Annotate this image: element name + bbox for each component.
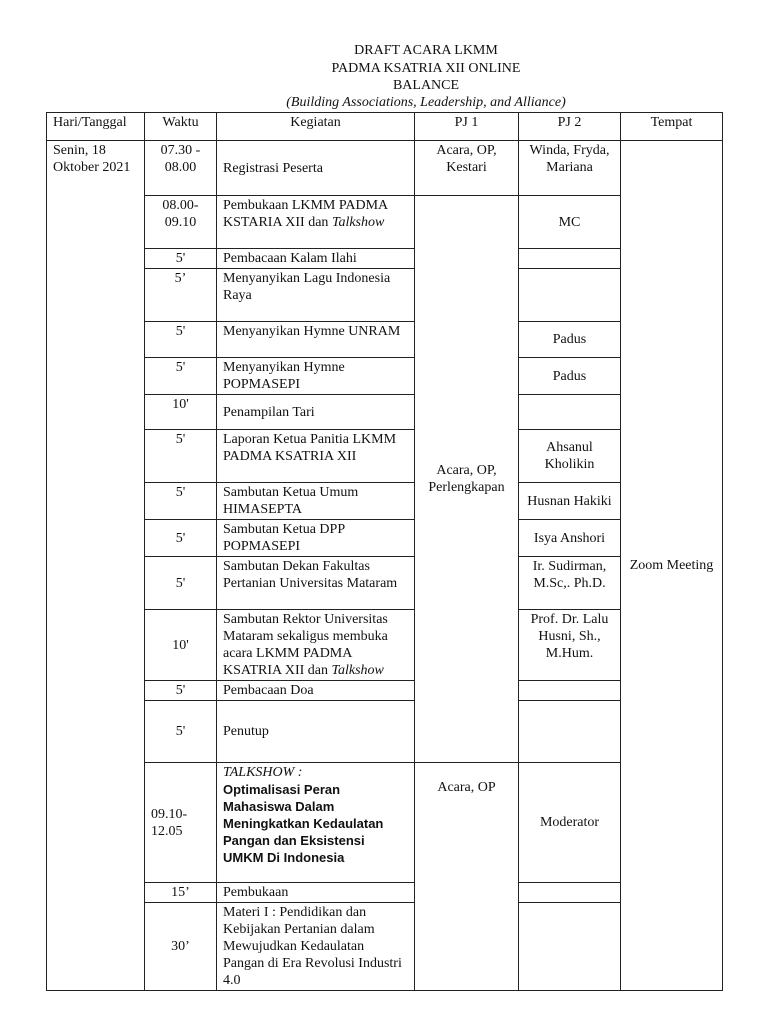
time-cell: 5' [145,430,217,483]
time-cell: 5' [145,358,217,395]
pj1-cell: Acara, OP, Kestari [415,141,519,196]
col-header-place: Tempat [621,113,723,141]
time-cell: 09.10- 12.05 [145,763,217,883]
doc-subtitle: PADMA KSATRIA XII ONLINE [331,61,521,76]
time-cell: 08.00- 09.10 [145,196,217,249]
activity-cell: Menyanyikan Lagu Indonesia Raya [217,269,415,322]
col-header-day: Hari/Tanggal [47,113,145,141]
activity-cell: Menyanyikan Hymne UNRAM [217,322,415,358]
pj2-cell: Husnan Hakiki [519,483,621,520]
activity-text: Sambutan Rektor Universitas Mataram sekaligus membuka acara LKMM PADMA KSATRIA XII dan [223,612,388,678]
pj2-cell [519,249,621,269]
time-cell: 5' [145,701,217,763]
pj2-cell: Moderator [519,763,621,883]
pj2-cell: Winda, Fryda, Mariana [519,141,621,196]
talkshow-label: TALKSHOW : [223,765,303,780]
activity-cell: Laporan Ketua Panitia LKMM PADMA KSATRIA XII [217,430,415,483]
activity-cell: Sambutan Dekan Fakultas Pertanian Universitas Mataram [217,557,415,610]
day-cell: Senin, 18 Oktober 2021 [47,141,145,991]
time-cell: 07.30 - 08.00 [145,141,217,196]
time-cell: 5' [145,322,217,358]
pj2-cell: Ir. Sudirman, M.Sc,. Ph.D. [519,557,621,610]
time-cell: 10' [145,395,217,430]
activity-text: Pembukaan LKMM PADMA KSTARIA XII dan [223,198,388,230]
time-cell: 15’ [145,883,217,903]
time-cell: 5’ [145,269,217,322]
time-cell: 5' [145,249,217,269]
table-header-row [47,113,723,141]
pj2-cell [519,681,621,701]
activity-cell: Registrasi Peserta [217,141,415,196]
activity-cell: Menyanyikan Hymne POPMASEPI [217,358,415,395]
col-header-time: Waktu [145,113,217,141]
activity-cell [217,610,415,681]
time-cell: 30’ [145,903,217,991]
col-header-pj2: PJ 2 [519,113,621,141]
place-cell: Zoom Meeting [621,141,723,991]
activity-cell: Sambutan Ketua Umum HIMASEPTA [217,483,415,520]
schedule-table [46,112,723,991]
pj2-cell: Prof. Dr. Lalu Husni, Sh., M.Hum. [519,610,621,681]
pj2-cell [519,269,621,322]
time-cell: 5' [145,483,217,520]
pj2-cell: Isya Anshori [519,520,621,557]
pj2-cell: Padus [519,358,621,395]
pj2-cell [519,395,621,430]
pj2-cell: Ahsanul Kholikin [519,430,621,483]
pj2-cell [519,701,621,763]
table-row [47,141,723,196]
pj2-cell [519,903,621,991]
activity-cell: Pembacaan Doa [217,681,415,701]
activity-cell: Penampilan Tari [217,395,415,430]
time-cell: 10' [145,610,217,681]
doc-title: DRAFT ACARA LKMM [354,43,498,58]
activity-cell: Sambutan Ketua DPP POPMASEPI [217,520,415,557]
talkshow-title: Optimalisasi Peran Mahasiswa Dalam Meningkatkan Kedaulatan Pangan dan Eksistensi UMKM Di Indonesia [223,782,384,865]
activity-cell: Pembacaan Kalam Ilahi [217,249,415,269]
time-cell: 5' [145,557,217,610]
doc-theme-expansion: (Building Associations, Leadership, and Alliance) [286,95,566,110]
pj2-cell: MC [519,196,621,249]
activity-talkshow-text: Talkshow [331,215,385,230]
pj2-cell [519,883,621,903]
activity-cell: Materi I : Pendidikan dan Kebijakan Pertanian dalam Mewujudkan Kedaulatan Pangan di Era Revolusi Industri 4.0 [217,903,415,991]
activity-cell [217,196,415,249]
time-cell: 5' [145,681,217,701]
activity-cell: Pembukaan [217,883,415,903]
activity-cell: Penutup [217,701,415,763]
doc-theme: BALANCE [392,78,460,93]
time-cell: 5' [145,520,217,557]
pj2-cell: Padus [519,322,621,358]
col-header-activity: Kegiatan [217,113,415,141]
col-header-pj1: PJ 1 [415,113,519,141]
activity-talkshow-text: Talkshow [331,663,384,678]
pj1-cell: Acara, OP [415,763,519,991]
pj1-cell: Acara, OP, Perlengkapan [415,196,519,763]
activity-cell [217,763,415,883]
